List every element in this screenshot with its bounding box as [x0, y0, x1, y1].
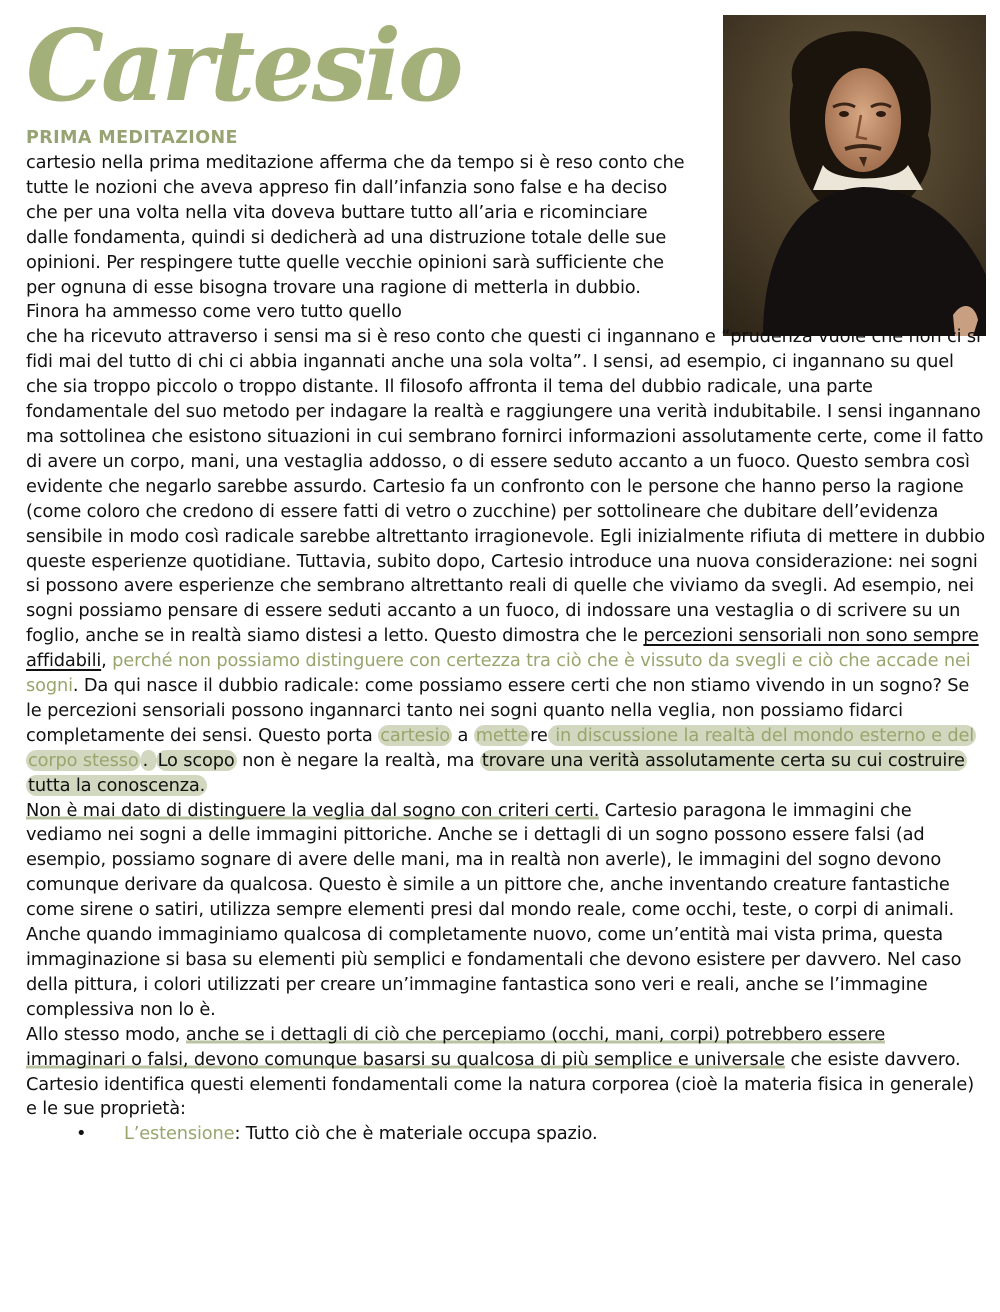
paragraph-intro: cartesio nella prima meditazione afferma che da tempo si è reso conto che tutte le nozioni che aveva appreso fin dall’infanzia sono false e ha deciso che per una volta nella vita doveva buttare tutto all’aria e ricominciare dalle fondamenta, quindi si dedicherà ad una distruzione totale delle sue opinioni. Per respingere tutte quelle vecchie opinioni sarà sufficiente che per ognuna di esse bisogna trovare una ragione di metterla in dubbio. Finora ha ammesso come vero tutto quello: [26, 152, 685, 323]
marked-phrase-2: anche se i dettagli di ciò che percepiamo (occhi, mani, corpi) potrebbero essere immaginari o falsi, devono comunque basarsi su qualcosa di più semplice e universale: [26, 1023, 886, 1070]
highlight-trovare: trovare una verità assolutamente certa su cui costruire tutta la conoscenza.: [28, 749, 965, 796]
paragraph-immaginazione: Anche quando immaginiamo qualcosa di completamente nuovo, come un’entità mai vista prima, questa immaginazione si basa su elementi più semplici e fondamentali che devono esistere per davvero. Nel caso della pittura, i colori utilizzati per creare un’immagine fantastica sono veri e reali, anche se l’immagine complessiva non lo è.: [26, 924, 962, 1020]
bullet-icon: •: [76, 1123, 87, 1145]
highlight-discussione: in discussione la realtà del mondo esterno e del corpo stesso: [28, 724, 975, 771]
bullet-text: : Tutto ciò che è materiale occupa spazio.: [234, 1123, 598, 1145]
body-text: [26, 151, 986, 1147]
highlight-lo-scopo: Lo scopo: [157, 749, 235, 771]
paragraph-main: che ha ricevuto attraverso i sensi ma si è reso conto che questi ci ingannano e “prudenza vuole che non ci si fidi mai del tutto di chi ci abbia ingannati anche una sola volta”. I sensi, ad esempio, ci ingannano su quel che sia troppo piccolo o troppo distante. Il filosofo affronta il tema del dubbio radicale, una parte fondamentale del suo metodo per indagare la realtà e raggiungere una verità indubitabile. I sensi ingannano ma sottolinea che esistono situazioni in cui sembrano fornirci informazioni assolutamente certe, come il fatto di avere un corpo, mani, una vestaglia addosso, o di essere seduto accanto a un fuoco. Questo sembra così evidente che negarlo sarebbe assurdo. Cartesio fa un confronto con le persone che hanno perso la ragione (come coloro che credono di essere fatti di vetro o zucchine) per sottolineare che dubitare dell’evidenza sensibile in modo così radicale sarebbe altrettanto irragionevole. Egli inizialmente rifiuta di mettere in dubbio queste esperienze quotidiane. Tuttavia, subito dopo, Cartesio introduce una nuova considerazione: nei sogni si possono avere esperienze che sembrano altrettanto reali di quelle che viviamo da svegli. Ad esempio, nei sogni possiamo pensare di essere seduti accanto a un fuoco, di indossare una vestaglia o di scrivere su un foglio, anche se in realtà siamo distesi a letto. Questo dimostra che le percezioni sensoriali non sono sempre affidabili, perché non possiamo distinguere con certezza tra ciò che è vissuto da svegli e ciò che accade nei sogni. Da qui nasce il dubbio radicale: come possiamo essere certi che non stiamo vivendo in un sogno? Se le percezioni sensoriali possono ingannarci tanto nei sogni quanto nella veglia, non possiamo fidarci completamente dei sensi. Questo porta cartesio a mette re in discussione la realtà del mondo esterno e del corpo stesso . Lo scopo non è negare la realtà, ma trovare una verità assolutamente certa su cui costruire tutta la conoscenza.: [26, 326, 986, 796]
marked-phrase: Non è mai dato di distinguere la veglia dal sogno con criteri certi.: [26, 799, 600, 821]
paragraph-sogno: Non è mai dato di distinguere la veglia dal sogno con criteri certi. Cartesio paragona le immagini che vediamo nei sogni a delle immagini pittoriche. Anche se i dettagli di un sogno possono essere falsi (ad esempio, possiamo sognare di avere delle mani, ma in realtà non averle), le immagini del sogno devono comunque derivare da qualcosa. Questo è simile a un pittore che, anche inventando creature fantastiche come sirene o satiri, utilizza sempre elementi presi dal mondo reale, come occhi, teste, o corpi di animali.: [26, 799, 954, 921]
green-phrase: perché non possiamo distinguere con certezza tra ciò che è vissuto da svegli e ciò che accade nei sogni: [26, 650, 971, 697]
bullet-term: L’estensione: [124, 1123, 235, 1145]
page-title: Cartesio: [26, 9, 461, 124]
paragraph-natura: Allo stesso modo, anche se i dettagli di ciò che percepiamo (occhi, mani, corpi) potrebbero essere immaginari o falsi, devono comunque basarsi su qualcosa di più semplice e universale che esiste davvero. Cartesio identifica questi elementi fondamentali come la natura corporea (cioè la materia fisica in generale) e le sue proprietà:: [26, 1023, 975, 1120]
highlight-cartesio: cartesio: [380, 724, 450, 746]
highlight-mette: mette: [475, 724, 529, 746]
section-title: PRIMA MEDITAZIONE: [26, 128, 238, 148]
list-item: [26, 1122, 986, 1147]
underlined-phrase: percezioni sensoriali non sono sempre affidabili: [26, 625, 979, 672]
